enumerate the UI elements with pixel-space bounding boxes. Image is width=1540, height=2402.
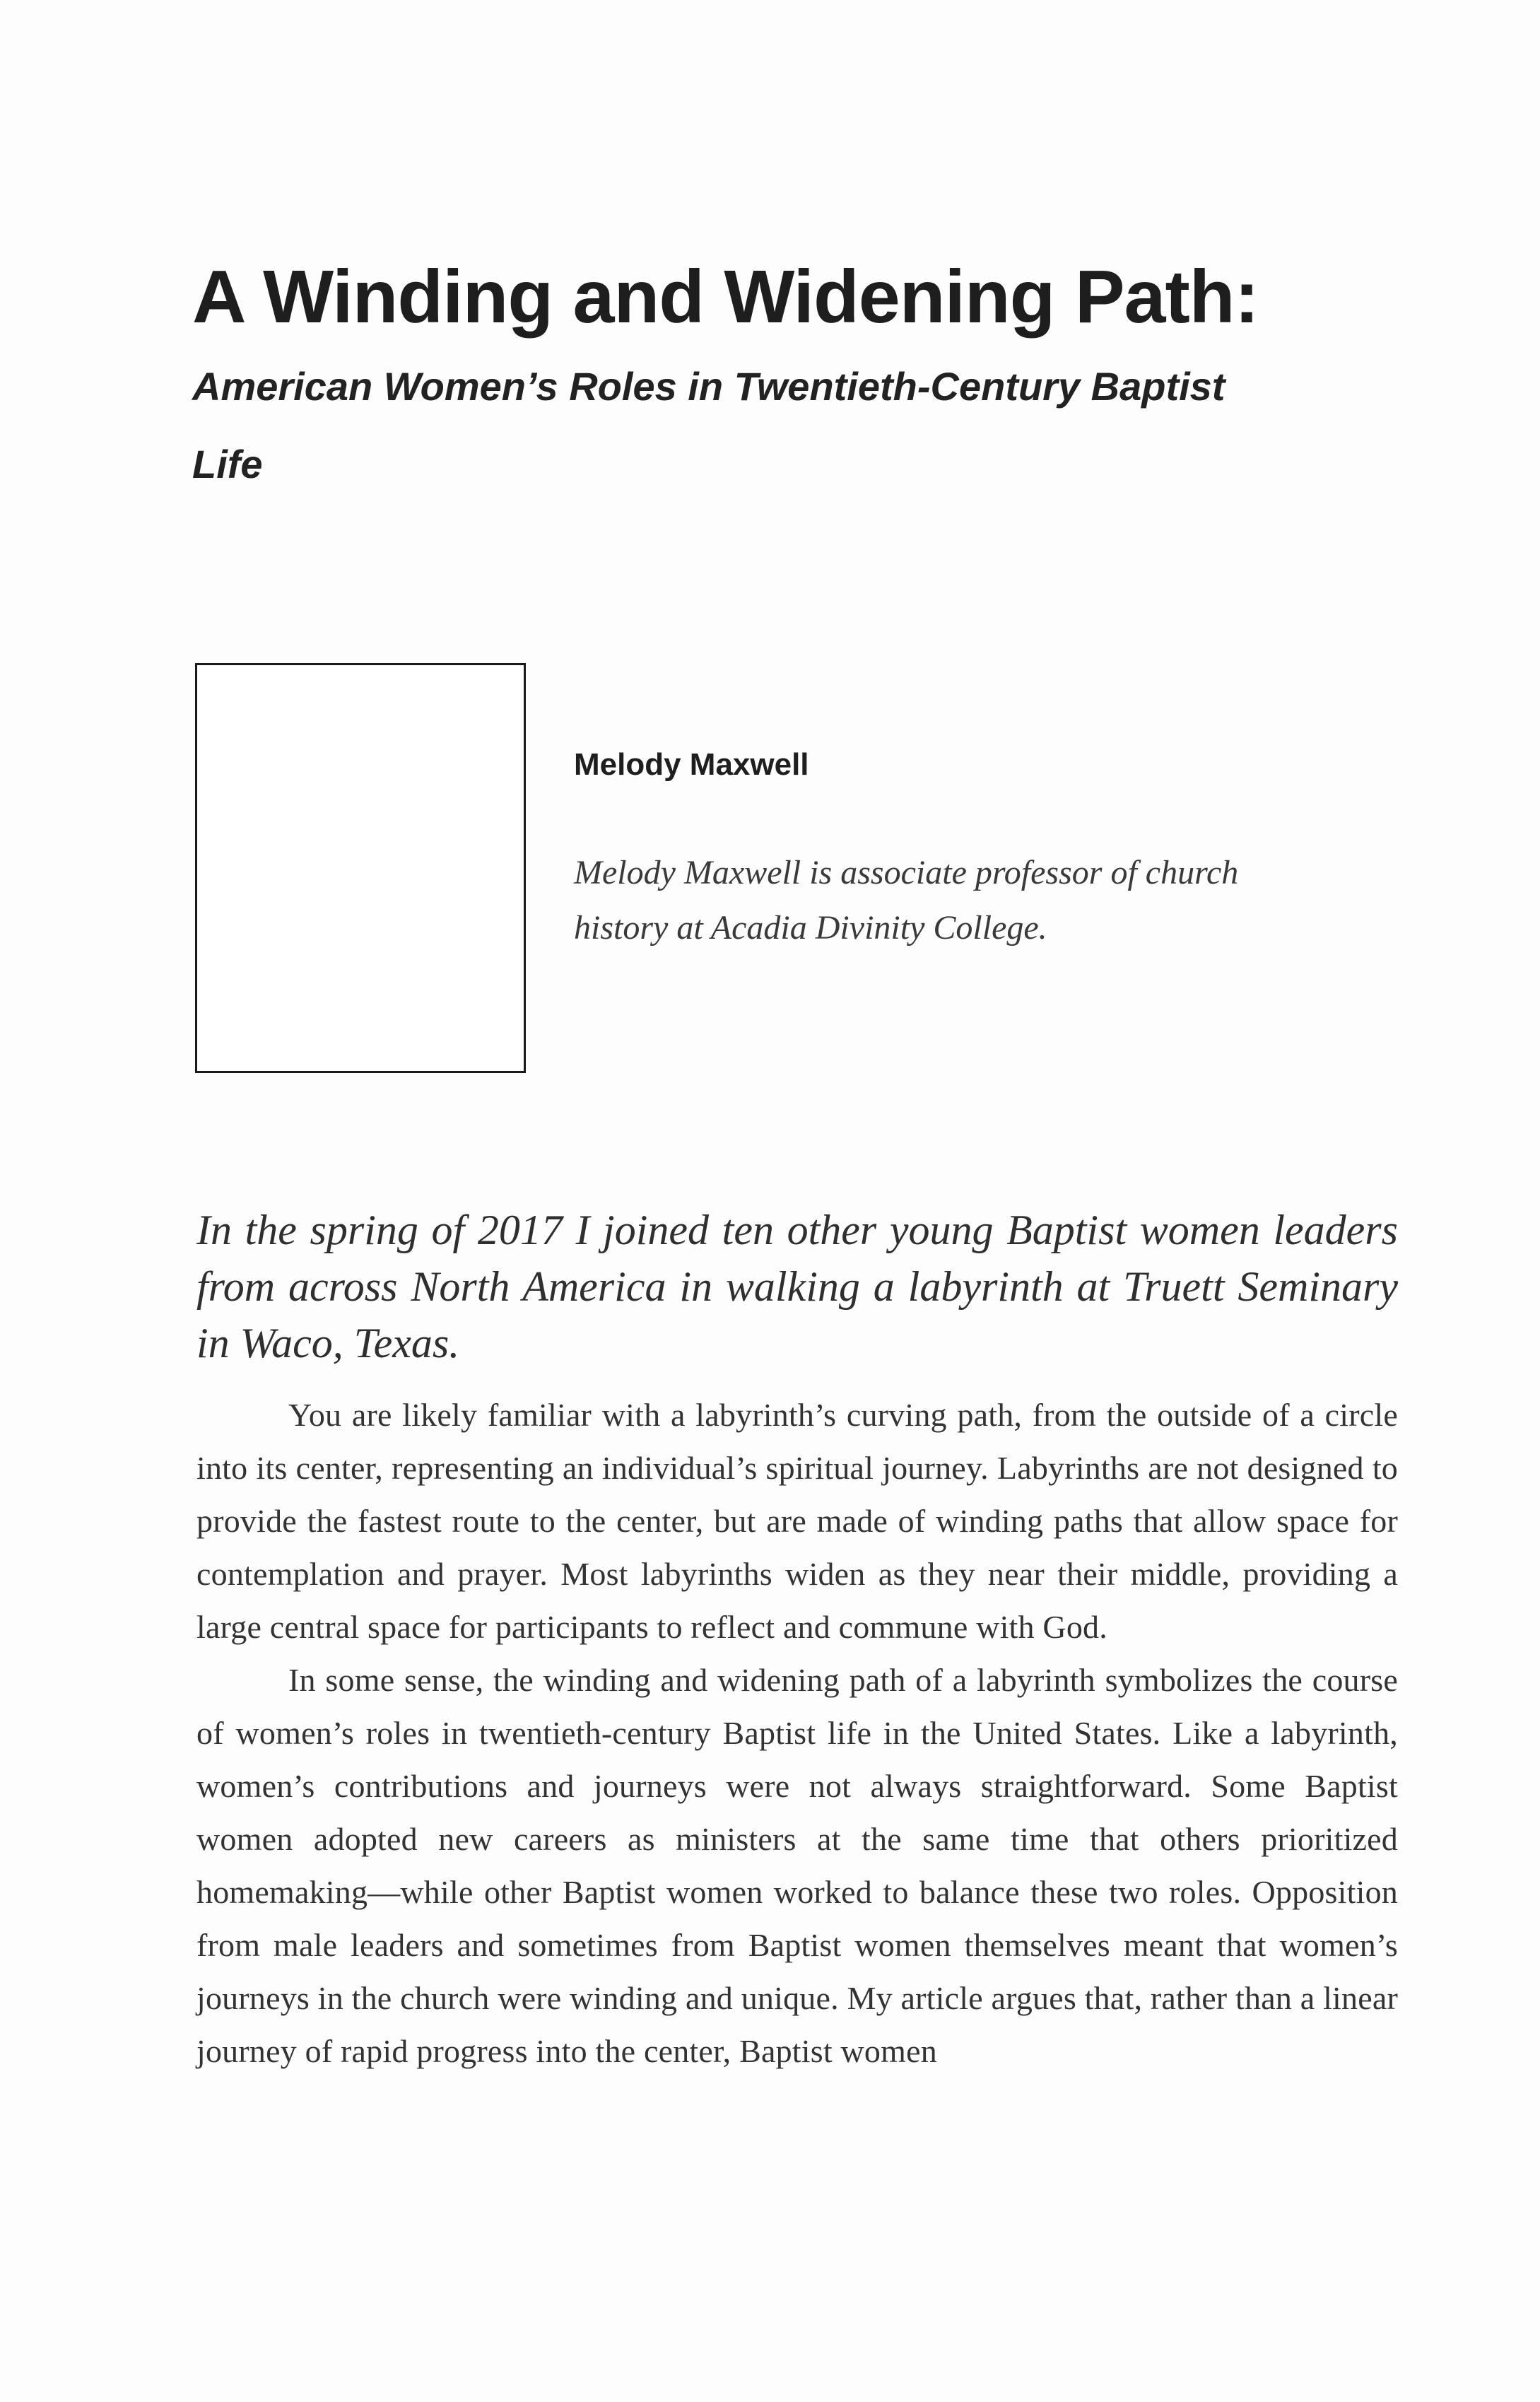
body-paragraph: In some sense, the winding and widening path of a labyrinth symbolizes the course of women’s roles in twentieth-century Baptist life in the United States. Like a labyrinth, women’s contributions and journeys were not always straightforward. Some Baptist women adopted new careers as ministers at the same time that others prioritized homemaking—while other Baptist women worked to balance these two roles. Opposition from male leaders and sometimes from Baptist women themselves meant that women’s journeys in the church were winding and unique. My article argues that, rather than a linear journey of rapid progress into the center, Baptist women xyxy=(196,1662,1398,2069)
author-photo-placeholder xyxy=(195,663,526,1073)
author-bio: Melody Maxwell is associate professor of church history at Acadia Divinity College. xyxy=(574,854,1239,947)
article-subtitle: American Women’s Roles in Twentieth-Century Baptist Life xyxy=(192,364,1225,486)
article-body xyxy=(196,1388,1398,2078)
article-title: A Winding and Widening Path: xyxy=(192,255,1259,339)
author-name: Melody Maxwell xyxy=(574,747,809,782)
body-paragraph: You are likely familiar with a labyrinth’s curving path, from the outside of a circle into its center, representing an individual’s spiritual journey. Labyrinths are not designed to provide the fastest route to the center, but are made of winding paths that allow space for contemplation and prayer. Most labyrinths widen as they near their middle, providing a large central space for participants to reflect and commune with God. xyxy=(196,1397,1398,1645)
lede-paragraph: In the spring of 2017 I joined ten other young Baptist women leaders from across North America in walking a labyrinth at Truett Seminary in Waco, Texas. xyxy=(196,1207,1398,1366)
